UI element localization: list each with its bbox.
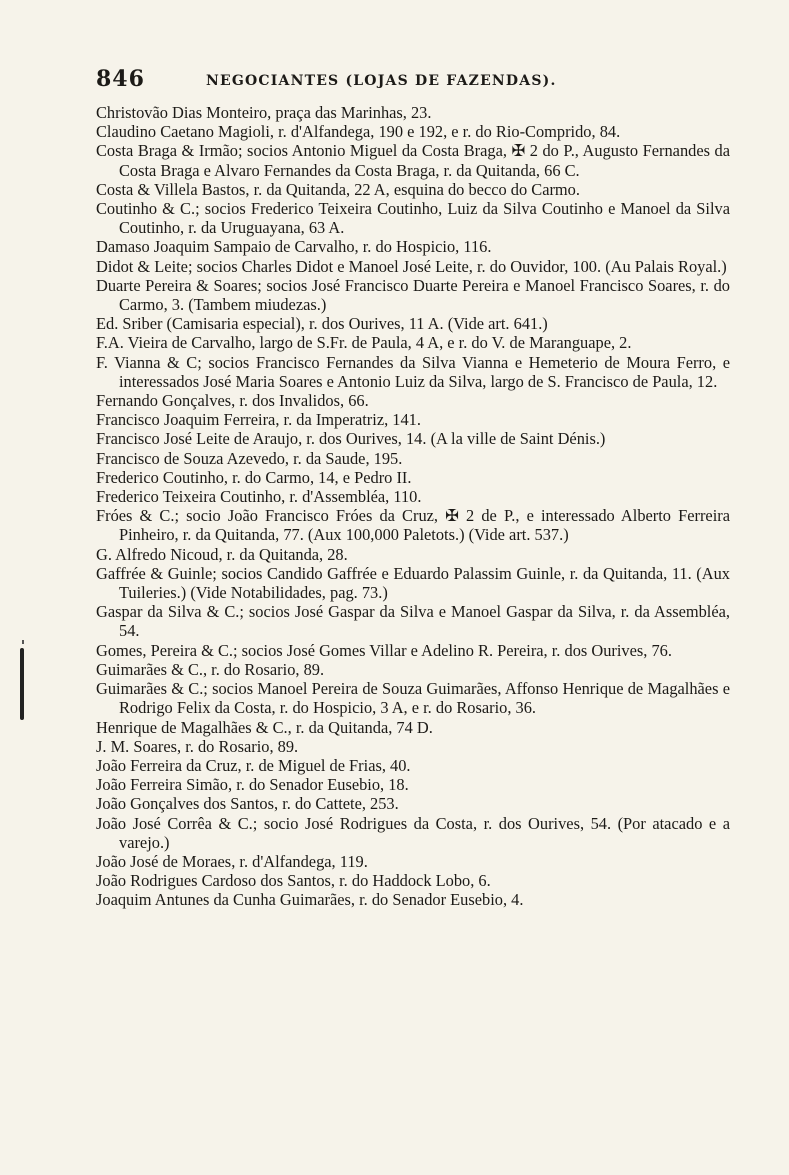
margin-ink-dot [22, 640, 24, 644]
directory-entry: Frederico Teixeira Coutinho, r. d'Assembléa, 110. [96, 487, 422, 507]
running-head: NEGOCIANTES (LOJAS DE FAZENDAS). [206, 73, 557, 89]
directory-entry: Christovão Dias Monteiro, praça das Marinhas, 23. [96, 103, 432, 122]
directory-entry: João Rodrigues Cardoso dos Santos, r. do Haddock Lobo, 6. [96, 871, 491, 891]
directory-entry: Gaspar da Silva & C.; socios José Gaspar da Silva e Manoel Gaspar da Silva, r. da Assembléa, 54. [96, 602, 730, 641]
page-number: 846 [96, 66, 145, 92]
directory-entry: G. Alfredo Nicoud, r. da Quitanda, 28. [96, 544, 348, 564]
directory-entry: Gomes, Pereira & C.; socios José Gomes Villar e Adelino R. Pereira, r. dos Ourives, 76. [96, 640, 672, 660]
directory-entry: Frederico Coutinho, r. do Carmo, 14, e Pedro II. [96, 467, 412, 487]
directory-entry: Costa & Villela Bastos, r. da Quitanda, 22 A, esquina do becco do Carmo. [96, 179, 580, 199]
directory-entry: Costa Braga & Irmão; socios Antonio Miguel da Costa Braga, ✠ 2 do P., Augusto Fernandes da Costa Braga e Alvaro Fernandes da Costa Braga, r. da Quitanda, 66 C. [96, 141, 730, 180]
directory-entry: Fróes & C.; socio João Francisco Fróes da Cruz, ✠ 2 de P., e interessado Alberto Ferreira Pinheiro, r. da Quitanda, 77. (Aux 100,000 Paletots.) (Vide art. 537.) [96, 506, 730, 545]
directory-entry: Guimarães & C., r. do Rosario, 89. [96, 659, 325, 679]
directory-entry: Duarte Pereira & Soares; socios José Francisco Duarte Pereira e Manoel Francisco Soares, r. do Carmo, 3. (Tambem miudezas.) [96, 275, 730, 315]
directory-entry: Henrique de Magalhães & C., r. da Quitanda, 74 D. [96, 717, 433, 737]
directory-entry: Ed. Sriber (Camisaria especial), r. dos Ourives, 11 A. (Vide art. 641.) [96, 314, 548, 334]
directory-entry: Didot & Leite; socios Charles Didot e Manoel José Leite, r. do Ouvidor, 100. (Au Palais Royal.) [96, 256, 727, 276]
directory-entries [96, 103, 730, 910]
directory-entry: Joaquim Antunes da Cunha Guimarães, r. do Senador Eusebio, 4. [96, 890, 524, 910]
directory-entry: Francisco de Souza Azevedo, r. da Saude, 195. [96, 448, 403, 468]
directory-entry: João Ferreira da Cruz, r. de Miguel de Frias, 40. [96, 755, 411, 775]
directory-entry: Francisco José Leite de Araujo, r. dos Ourives, 14. (A la ville de Saint Dénis.) [96, 429, 606, 449]
directory-entry: João Gonçalves dos Santos, r. do Cattete, 253. [96, 794, 399, 814]
page-header [96, 62, 736, 102]
margin-ink-mark [20, 648, 24, 720]
directory-entry: Fernando Gonçalves, r. dos Invalidos, 66. [96, 391, 369, 411]
directory-entry: F.A. Vieira de Carvalho, largo de S.Fr. de Paula, 4 A, e r. do V. de Maranguape, 2. [96, 333, 632, 353]
directory-entry: João Ferreira Simão, r. do Senador Eusebio, 18. [96, 775, 409, 795]
directory-entry: João José de Moraes, r. d'Alfandega, 119. [96, 851, 368, 871]
directory-entry: Coutinho & C.; socios Frederico Teixeira Coutinho, Luiz da Silva Coutinho e Manoel da Silva Coutinho, r. da Uruguayana, 63 A. [96, 199, 730, 238]
directory-entry: F. Vianna & C; socios Francisco Fernandes da Silva Vianna e Hemeterio de Moura Ferro, e interessados José Maria Soares e Antonio Luiz da Silva, largo de S. Francisco de Paula, 12. [96, 352, 730, 391]
directory-entry: Damaso Joaquim Sampaio de Carvalho, r. do Hospicio, 116. [96, 237, 492, 257]
directory-entry: J. M. Soares, r. do Rosario, 89. [96, 736, 299, 756]
directory-entry: Francisco Joaquim Ferreira, r. da Imperatriz, 141. [96, 410, 421, 430]
directory-entry: Gaffrée & Guinle; socios Candido Gaffrée e Eduardo Palassim Guinle, r. da Quitanda, 11. (Aux Tuileries.) (Vide Notabilidades, pag. 73.) [96, 563, 730, 603]
directory-entry: Claudino Caetano Magioli, r. d'Alfandega, 190 e 192, e r. do Rio-Comprido, 84. [96, 122, 621, 142]
directory-entry: João José Corrêa & C.; socio José Rodrigues da Costa, r. dos Ourives, 54. (Por atacado e a varejo.) [96, 813, 730, 852]
directory-entry: Guimarães & C.; socios Manoel Pereira de Souza Guimarães, Affonso Henrique de Magalhães e Rodrigo Felix da Costa, r. do Hospicio, 3 A, e r. do Rosario, 36. [96, 679, 730, 718]
